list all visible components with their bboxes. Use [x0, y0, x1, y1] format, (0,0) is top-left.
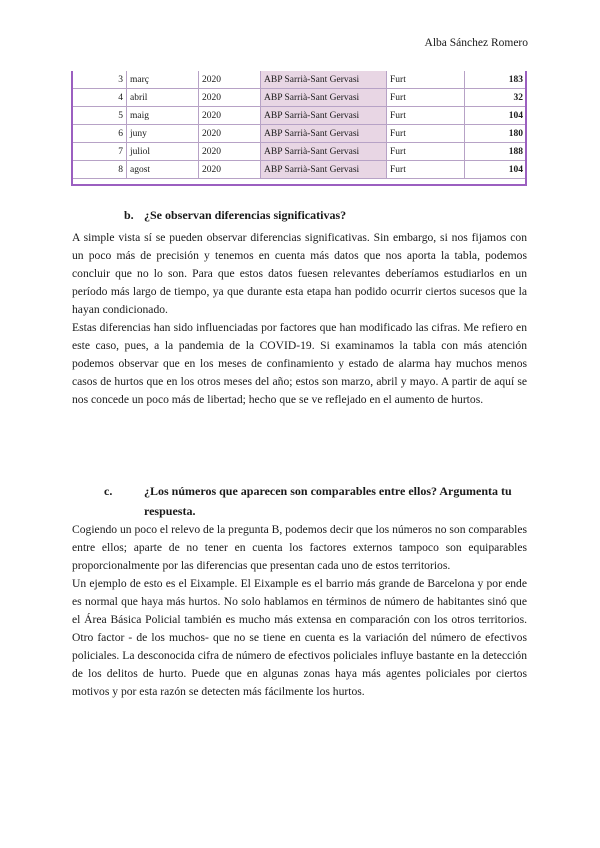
- row-index-cell: 4: [73, 89, 127, 107]
- section-c-marker: c.: [104, 484, 113, 498]
- section-b-marker: b.: [124, 208, 134, 222]
- row-index-cell: 8: [73, 161, 127, 179]
- table-row: [73, 89, 527, 107]
- type-cell: Furt: [387, 143, 465, 161]
- year-cell: 2020: [199, 71, 261, 89]
- page-header-author: Alba Sánchez Romero: [424, 37, 528, 49]
- table-row: [73, 107, 527, 125]
- month-cell: abril: [127, 89, 199, 107]
- month-cell: juny: [127, 125, 199, 143]
- area-cell: ABP Sarrià-Sant Gervasi: [261, 125, 387, 143]
- type-cell: Furt: [387, 71, 465, 89]
- section-c-heading: [104, 481, 548, 521]
- section-c-paragraph-2: Un ejemplo de esto es el Eixample. El Eixample es el barrio más grande de Barcelona y por ende es normal que haya más hurtos. No solo hablamos en términos de número de habitantes sinó que el Área Básica Policial también es mucho más extensa en comparación con los otros territorios. Otro factor - de los muchos- que no se tiene en cuenta es la variación del número de efectivos policiales. La desconocida cifra de número de efectivos policiales influye bastante en la detección de los delitos de hurto. Puede que en algunas zonas haya más agentes policiales por ciertos motivos y por esta razón se detecten más fácilmente los hurtos.: [72, 577, 527, 698]
- type-cell: Furt: [387, 125, 465, 143]
- table-row: [73, 143, 527, 161]
- year-cell: 2020: [199, 143, 261, 161]
- type-cell: Furt: [387, 89, 465, 107]
- value-cell: 104: [465, 161, 527, 179]
- month-cell: març: [127, 71, 199, 89]
- type-cell: Furt: [387, 107, 465, 125]
- row-index-cell: 7: [73, 143, 127, 161]
- value-cell: 188: [465, 143, 527, 161]
- value-cell: 32: [465, 89, 527, 107]
- section-b-heading: [124, 208, 346, 223]
- table-row: [73, 71, 527, 89]
- section-c-paragraph-1: Cogiendo un poco el relevo de la pregunta B, podemos decir que los números no son comparables entre ellos; aparte de no tener en cuenta los factores externos tampoco son equiparables proporcionalmente por las diferencias que presentan cada uno de estos territorios.: [72, 523, 527, 572]
- row-index-cell: 6: [73, 125, 127, 143]
- area-cell: ABP Sarrià-Sant Gervasi: [261, 161, 387, 179]
- section-b-body: [72, 229, 527, 409]
- data-table: [72, 71, 527, 179]
- table-row: [73, 125, 527, 143]
- section-b-title: ¿Se observan diferencias significativas?: [144, 208, 347, 222]
- value-cell: 180: [465, 125, 527, 143]
- type-cell: Furt: [387, 161, 465, 179]
- value-cell: 104: [465, 107, 527, 125]
- area-cell: ABP Sarrià-Sant Gervasi: [261, 71, 387, 89]
- area-cell: ABP Sarrià-Sant Gervasi: [261, 107, 387, 125]
- month-cell: maig: [127, 107, 199, 125]
- table-border-right: [525, 71, 527, 185]
- section-b-paragraph-2: Estas diferencias han sido influenciadas por factores que han modificado las cifras. Me refiero en este caso, pues, a la pandemia de la COVID-19. Si examinamos la tabla con más atención podemos observar que en los meses de confinamiento y estado de alarma hay muchos menos casos de hurtos que en los otros meses del año; estos son marzo, abril y mayo. A partir de aquí se nos concede un poco más de libertad; hecho que se ve reflejado en el aumento de hurtos.: [72, 321, 527, 406]
- table-border-left: [71, 71, 73, 185]
- row-index-cell: 3: [73, 71, 127, 89]
- year-cell: 2020: [199, 89, 261, 107]
- year-cell: 2020: [199, 107, 261, 125]
- table-row: [73, 161, 527, 179]
- year-cell: 2020: [199, 161, 261, 179]
- row-index-cell: 5: [73, 107, 127, 125]
- section-c-body: [72, 521, 527, 701]
- area-cell: ABP Sarrià-Sant Gervasi: [261, 89, 387, 107]
- month-cell: juliol: [127, 143, 199, 161]
- table-border-bottom: [71, 184, 527, 186]
- section-b-paragraph-1: A simple vista sí se pueden observar diferencias significativas. Sin embargo, si nos fijamos con un poco más de precisión y tenemos en cuenta más datos que nos aporta la tabla, podemos concluir que no lo son. Para que estos datos fuesen relevantes deberíamos estudiarlos en un período más largo de tiempo, ya que durante esta etapa han podido ocurrir ciertos sucesos que la hayan condicionado.: [72, 231, 527, 316]
- value-cell: 183: [465, 71, 527, 89]
- year-cell: 2020: [199, 125, 261, 143]
- area-cell: ABP Sarrià-Sant Gervasi: [261, 143, 387, 161]
- section-c-title: ¿Los números que aparecen son comparables entre ellos? Argumenta tu respuesta.: [144, 484, 512, 518]
- month-cell: agost: [127, 161, 199, 179]
